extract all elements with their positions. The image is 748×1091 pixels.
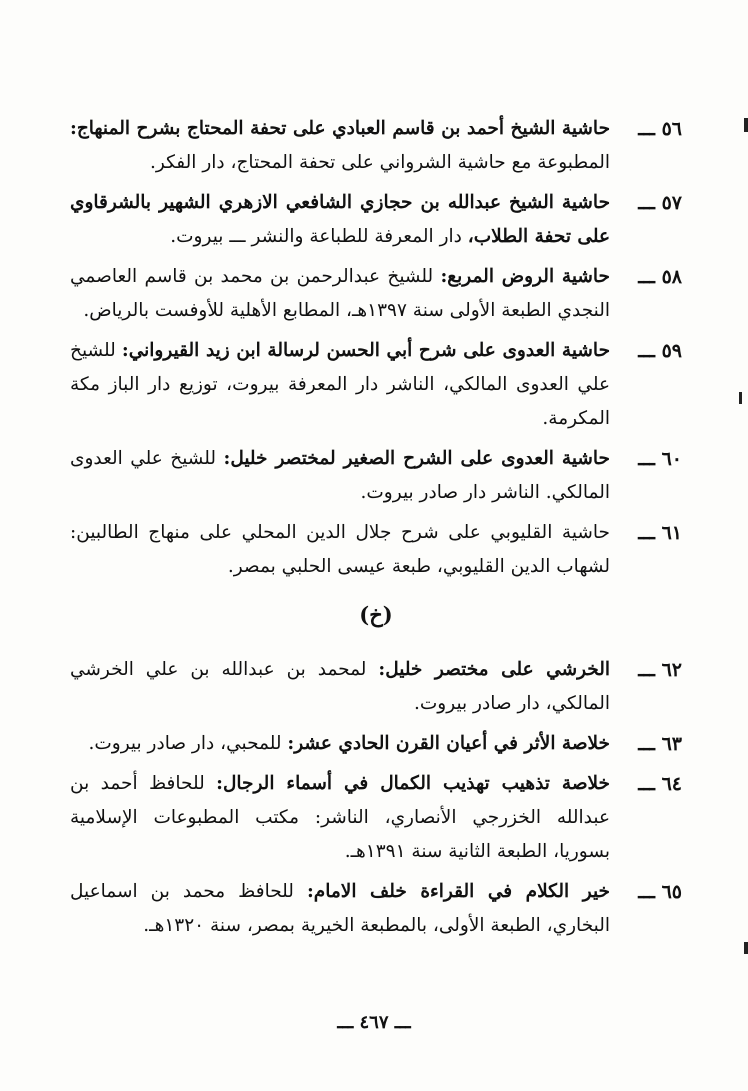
bibliography-entry-60 — [70, 442, 682, 510]
entry-number: ٦٢ ـــ — [638, 659, 682, 681]
entry-details: للشيخ عبدالرحمن بن محمد بن قاسم العاصمي النجدي الطبعة الأولى سنة ١٣٩٧هـ، المطابع الأهلية للأوفست بالرياض. — [70, 266, 610, 321]
entry-details: حاشية القليوبي على شرح جلال الدين المحلي على منهاج الطالبين: لشهاب الدين القليوبي، طبعة عيسى الحلبي بمصر. — [70, 522, 610, 577]
entry-title: الخرشي على مختصر خليل: — [378, 659, 610, 680]
bibliography-entry-57 — [70, 186, 682, 254]
entry-number: ٦٣ ـــ — [638, 733, 682, 755]
entry-number: ٥٩ ـــ — [638, 340, 682, 362]
entry-text — [70, 260, 610, 328]
entry-details: للحافظ أحمد بن عبدالله الخزرجي الأنصاري، الناشر: مكتب المطبوعات الإسلامية بسوريا، الطبعة الثانية سنة ١٣٩١هـ. — [70, 773, 610, 862]
entry-text — [70, 334, 610, 436]
entry-title: حاشية الشيخ أحمد بن قاسم العبادي على تحفة المحتاج بشرح المنهاج: — [70, 118, 610, 139]
scan-edge-mark-bottom — [744, 942, 748, 954]
bibliography-list — [70, 112, 682, 949]
entry-title: حاشية العدوى على الشرح الصغير لمختصر خليل: — [223, 448, 610, 469]
bibliography-entry-59 — [70, 334, 682, 436]
bibliography-entry-58 — [70, 260, 682, 328]
entry-text — [70, 112, 610, 180]
bibliography-entry-56 — [70, 112, 682, 180]
scan-edge-mark-middle — [739, 392, 742, 404]
entry-text — [70, 516, 610, 584]
entry-title: خير الكلام في القراءة خلف الامام: — [306, 881, 610, 902]
entry-text — [70, 767, 610, 869]
entry-title: خلاصة تذهيب تهذيب الكمال في أسماء الرجال: — [216, 773, 610, 794]
entry-number: ٥٦ ـــ — [638, 118, 682, 140]
scan-edge-mark-top — [744, 118, 748, 132]
entry-number: ٦١ ـــ — [638, 522, 682, 544]
entry-title: حاشية الشيخ عبدالله بن حجازي الشافعي الازهري الشهير بالشرقاوي على تحفة الطلاب، — [70, 192, 610, 247]
entry-number: ٦٠ ـــ — [638, 448, 682, 470]
entry-details: لمحمد بن عبدالله بن علي الخرشي المالكي، دار صادر بيروت. — [70, 659, 610, 714]
entry-title: خلاصة الأثر في أعيان القرن الحادي عشر: — [287, 733, 610, 754]
entry-text — [70, 186, 610, 254]
entry-details: للحافظ محمد بن اسماعيل البخاري، الطبعة الأولى، بالمطبعة الخيرية بمصر، سنة ١٣٢٠هـ. — [70, 881, 610, 936]
bibliography-entry-65 — [70, 875, 682, 943]
page-number: ـــ ٤٦٧ ـــ — [337, 1012, 411, 1033]
entry-title: حاشية الروض المربع: — [440, 266, 610, 287]
entry-text — [70, 727, 610, 761]
section-letter-heading: (خ) — [359, 602, 393, 627]
entry-details: للمحبي، دار صادر بيروت. — [88, 733, 288, 754]
entry-details: للشيخ علي العدوى المالكي. الناشر دار صادر بيروت. — [70, 448, 610, 503]
entry-title: حاشية العدوى على شرح أبي الحسن لرسالة ابن زيد القيرواني: — [121, 340, 611, 361]
bibliography-entry-63 — [70, 727, 682, 761]
bibliography-entry-64 — [70, 767, 682, 869]
entry-details: المطبوعة مع حاشية الشرواني على تحفة المحتاج، دار الفكر. — [150, 152, 610, 173]
entry-number: ٥٨ ـــ — [638, 266, 682, 288]
entry-number: ٥٧ ـــ — [638, 192, 682, 214]
bibliography-entry-61 — [70, 516, 682, 584]
entry-details: للشيخ علي العدوى المالكي، الناشر دار المعرفة بيروت، توزيع دار الباز مكة المكرمة. — [70, 340, 610, 429]
entry-text — [70, 875, 610, 943]
entry-details: دار المعرفة للطباعة والنشر ـــ بيروت. — [170, 226, 468, 247]
entry-text — [70, 653, 610, 721]
entry-number: ٦٥ ـــ — [638, 881, 682, 903]
bibliography-entry-62 — [70, 653, 682, 721]
entry-number: ٦٤ ـــ — [638, 773, 682, 795]
entry-text — [70, 442, 610, 510]
